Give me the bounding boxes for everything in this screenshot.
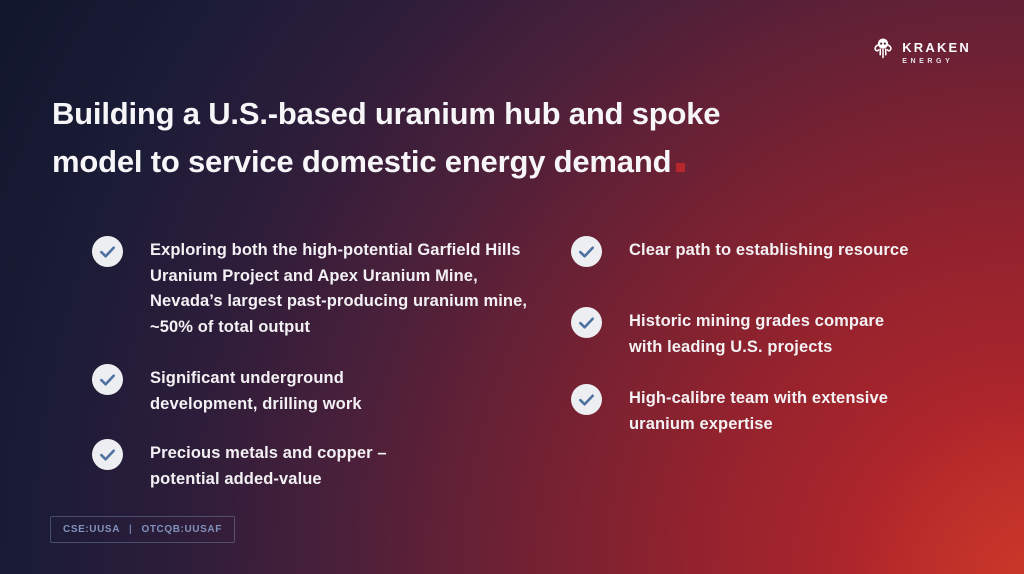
bullet-line: Significant underground [150, 369, 344, 387]
slide-title [52, 90, 812, 186]
ticker-otcqb: OTCQB:UUSAF [141, 524, 222, 535]
checkmark-icon [571, 384, 602, 415]
bullet-item [92, 441, 532, 492]
bullet-item [571, 386, 941, 437]
bullet-line: Historic mining grades compare [629, 312, 885, 330]
checkmark-icon [571, 307, 602, 338]
bullet-item [92, 366, 532, 417]
bullet-line: Exploring both the high-potential Garfield Hills [150, 241, 521, 259]
bullet-line: Clear path to establishing resource [629, 241, 909, 259]
bullet-item [92, 238, 532, 340]
bullet-text [629, 309, 884, 360]
bullet-line: High-calibre team with extensive [629, 389, 889, 407]
title-accent-square [676, 163, 685, 172]
bullet-line: with leading U.S. projects [629, 337, 833, 356]
checkmark-icon [92, 439, 123, 470]
octopus-icon [871, 36, 895, 71]
slide-title-line2: model to service domestic energy demand [52, 144, 672, 179]
bullet-line: Nevada’s largest past-producing uranium mine, [150, 292, 528, 310]
checkmark-icon [571, 236, 602, 267]
bullet-item [571, 238, 941, 267]
bullet-text [150, 441, 387, 492]
bullet-line: development, drilling work [150, 394, 362, 413]
logo-brand-text: KRAKEN [902, 40, 971, 55]
bullet-line: potential added-value [150, 469, 322, 488]
bullet-text [629, 238, 909, 264]
ticker-cse: CSE:UUSA [63, 524, 121, 535]
bullet-text [150, 366, 362, 417]
kraken-energy-logo [871, 36, 971, 71]
bullet-text [629, 386, 888, 437]
bullet-line: Precious metals and copper – [150, 444, 387, 462]
bullet-column-right [571, 238, 941, 437]
slide-title-line1: Building a U.S.-based uranium hub and spoke [52, 96, 721, 131]
bullet-text [150, 238, 527, 340]
bullet-line: uranium expertise [629, 414, 773, 433]
logo-sub-text: ENERGY [902, 58, 954, 65]
checkmark-icon [92, 236, 123, 267]
bullet-column-left [92, 238, 532, 492]
ticker-separator: | [129, 524, 133, 535]
stock-ticker-badge [50, 516, 235, 543]
bullet-line: ~50% of total output [150, 317, 311, 336]
bullet-item [571, 309, 941, 360]
checkmark-icon [92, 364, 123, 395]
bullet-line: Uranium Project and Apex Uranium Mine, [150, 266, 478, 285]
